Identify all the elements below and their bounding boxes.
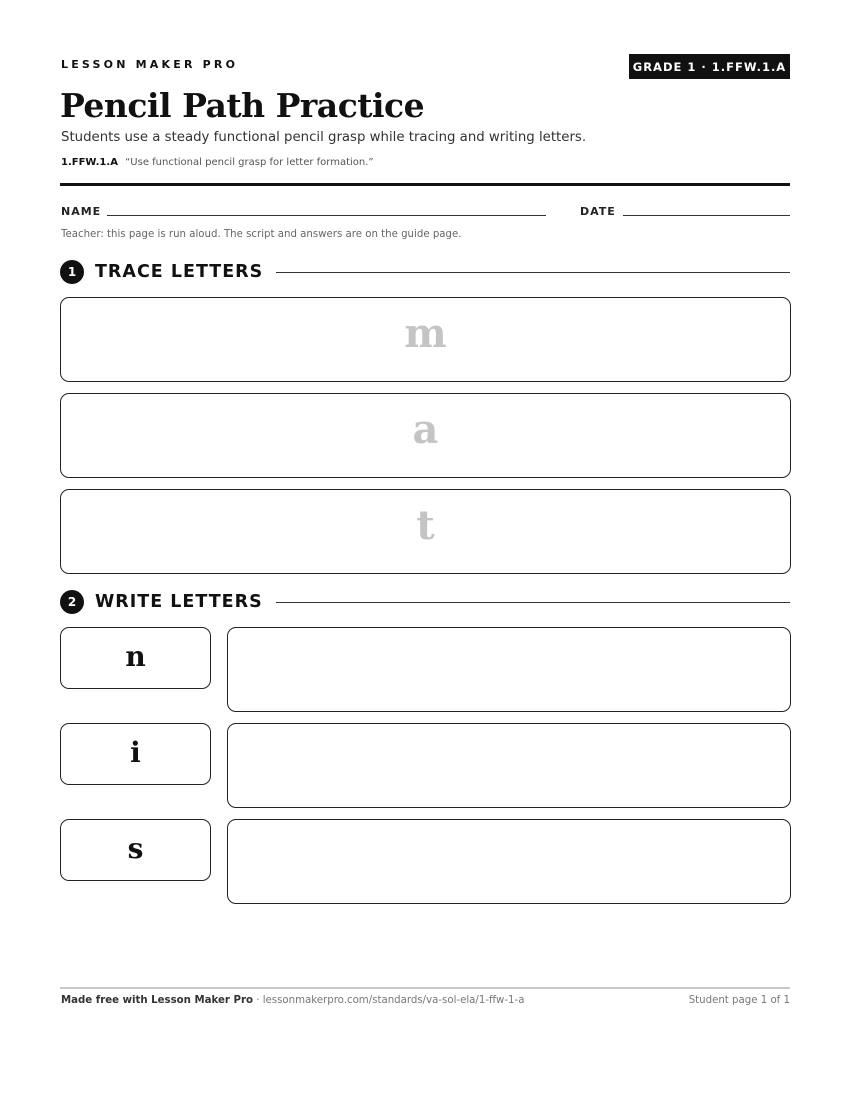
writing-box[interactable] <box>227 819 791 904</box>
model-letter: s <box>127 832 144 865</box>
date-label: DATE <box>580 205 616 218</box>
writing-box[interactable] <box>227 723 791 808</box>
section-title: WRITE LETTERS <box>95 592 263 612</box>
header-divider <box>60 183 790 186</box>
trace-letter: m <box>404 310 447 357</box>
page-counter: Student page 1 of 1 <box>688 995 790 1006</box>
name-field-line[interactable] <box>107 215 546 216</box>
section-number-badge: 1 <box>60 260 84 284</box>
model-letter-box <box>60 627 211 689</box>
trace-section-header <box>60 260 790 284</box>
model-letter-box <box>60 723 211 785</box>
section-title: TRACE LETTERS <box>95 262 264 282</box>
trace-letter: t <box>416 502 435 549</box>
model-letter-box <box>60 819 211 881</box>
section-rule <box>276 602 790 603</box>
name-label: NAME <box>61 205 102 218</box>
footer-made-with: Made free with Lesson Maker Pro <box>61 995 253 1006</box>
footer-url-link[interactable]: lessonmakerpro.com/standards/va-sol-ela/1-ffw-1-a <box>262 995 525 1006</box>
page-subtitle: Students use a steady functional pencil grasp while tracing and writing letters. <box>61 130 587 145</box>
page-title: Pencil Path Practice <box>60 86 425 125</box>
trace-box[interactable] <box>60 489 791 574</box>
section-rule <box>276 272 790 273</box>
standard-description: “Use functional pencil grasp for letter formation.” <box>125 157 374 168</box>
trace-box[interactable] <box>60 393 791 478</box>
trace-letter: a <box>412 406 439 453</box>
standard-code: 1.FFW.1.A <box>61 157 118 168</box>
footer-separator: · <box>252 995 263 1006</box>
section-number-badge: 2 <box>60 590 84 614</box>
trace-box[interactable] <box>60 297 791 382</box>
model-letter: n <box>125 640 146 673</box>
teacher-note: Teacher: this page is run aloud. The script and answers are on the guide page. <box>61 229 462 240</box>
date-field-line[interactable] <box>623 215 790 216</box>
footer-credit <box>61 995 524 1006</box>
standard-line <box>61 157 374 168</box>
grade-standard-badge: GRADE 1 · 1.FFW.1.A <box>629 54 790 79</box>
footer-divider <box>60 987 790 989</box>
brand-name: LESSON MAKER PRO <box>61 58 239 71</box>
writing-box[interactable] <box>227 627 791 712</box>
write-section-header <box>60 590 790 614</box>
model-letter: i <box>130 736 141 769</box>
